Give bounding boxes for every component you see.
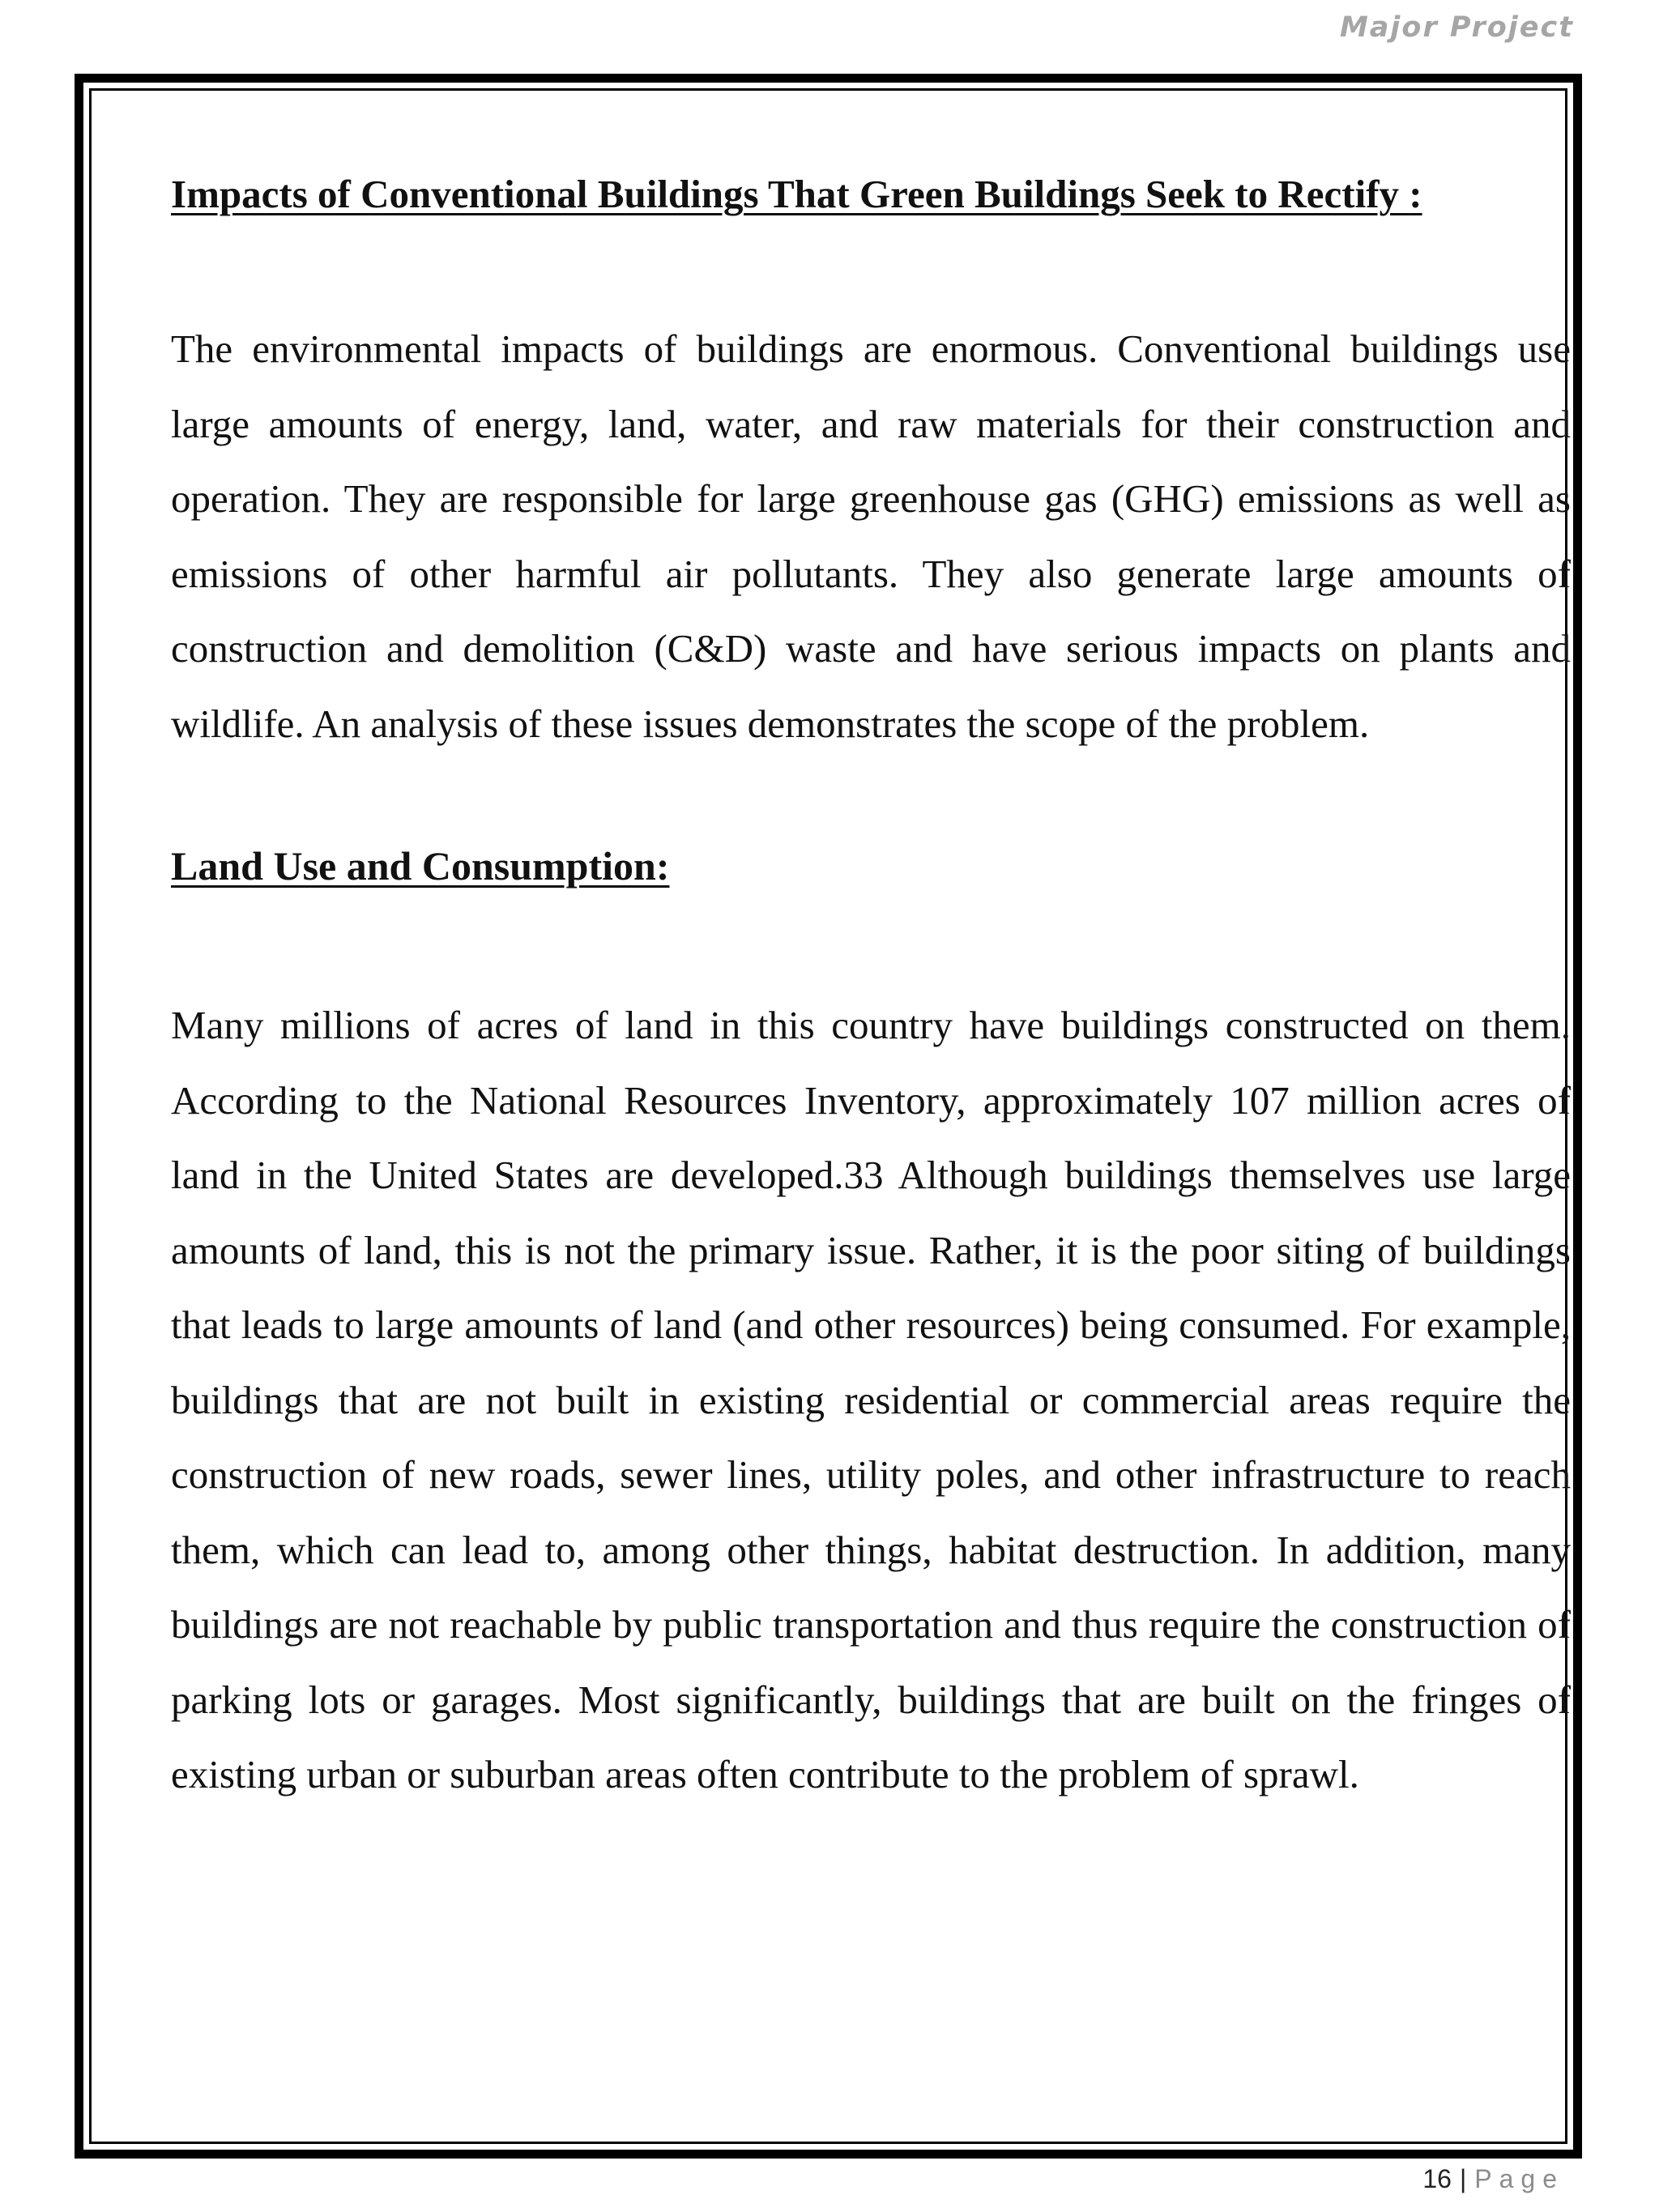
page-number: 16 <box>1422 2164 1452 2193</box>
running-header: Major Project <box>1339 11 1574 44</box>
section-heading-impacts: Impacts of Conventional Buildings That Green Buildings Seek to Rectify : <box>171 172 1422 216</box>
page-word: Page <box>1474 2164 1564 2193</box>
page-footer <box>1422 2164 1564 2194</box>
section-heading-land-use: Land Use and Consumption: <box>171 843 670 889</box>
paragraph-impacts: The environmental impacts of buildings are enormous. Conventional buildings use large amounts of energy, land, water, and raw materials for their construction and operation. They are responsible for large greenhouse gas (GHG) emissions as well as emissions of other harmful air pollutants. They also generate large amounts of construction and demolition (C&D) waste and have serious impacts on plants and wildlife. An analysis of these issues demonstrates the scope of the problem. <box>171 326 1571 746</box>
page-separator: | <box>1459 2164 1467 2193</box>
paragraph-land-use: Many millions of acres of land in this country have buildings constructed on them. According to the National Resources Inventory, approximately 107 million acres of land in the United States are developed.33 Although buildings themselves use large amounts of land, this is not the primary issue. Rather, it is the poor siting of buildings that leads to large amounts of land (and other resources) being consumed. For example, buildings that are not built in existing residential or commercial areas require the construction of new roads, sewer lines, utility poles, and other infrastructure to reach them, which can lead to, among other things, habitat destruction. In addition, many buildings are not reachable by public transportation and thus require the construction of parking lots or garages. Most significantly, buildings that are built on the fringes of existing urban or suburban areas often contribute to the problem of sprawl. <box>171 1003 1571 1796</box>
page-content <box>171 166 1571 1813</box>
